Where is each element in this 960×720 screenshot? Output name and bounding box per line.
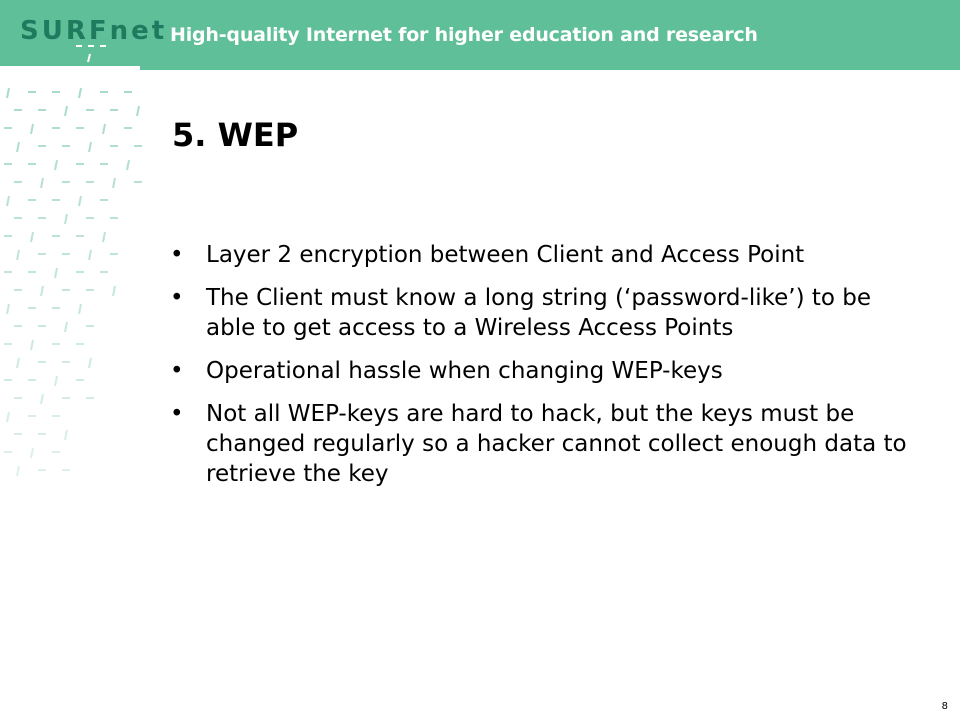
pattern-dash (7, 412, 9, 422)
bullet-item (170, 399, 910, 489)
pattern-dash (55, 376, 57, 386)
bullet-text: Layer 2 encryption between Client and Access Point (206, 242, 805, 268)
bullet-dot: • (170, 401, 184, 427)
bullet-item (170, 356, 910, 386)
decorative-pattern (0, 84, 145, 484)
bullet-item (170, 283, 910, 343)
pattern-dash (31, 340, 33, 350)
pattern-dash (79, 304, 81, 314)
pattern-dash (65, 106, 67, 116)
pattern-dash (31, 232, 33, 242)
pattern-dash (31, 124, 33, 134)
pattern-dash (7, 304, 9, 314)
pattern-dash (7, 196, 9, 206)
pattern-dash (17, 250, 19, 260)
header-banner (0, 0, 960, 70)
pattern-dash (79, 88, 81, 98)
surfnet-logo: SURFnet (20, 16, 168, 46)
pattern-dash (89, 250, 91, 260)
pattern-dash (41, 286, 43, 296)
pattern-dash (31, 448, 33, 458)
pattern-dash (17, 358, 19, 368)
bullet-text: Not all WEP-keys are hard to hack, but the keys must be changed regularly so a hacker cannot collect enough data to retrieve the key (206, 401, 907, 487)
pattern-dash (89, 142, 91, 152)
pattern-dash (89, 358, 91, 368)
bullet-text: The Client must know a long string (‘password-like’) to be able to get access to a Wireless Access Points (206, 285, 872, 341)
pattern-dash (65, 322, 67, 332)
pattern-dash (127, 160, 129, 170)
pattern-dash (137, 106, 139, 116)
pattern-dash (17, 466, 19, 476)
bullet-list (170, 240, 910, 502)
pattern-dash (113, 178, 115, 188)
pattern-dash (103, 232, 105, 242)
pattern-dash (41, 178, 43, 188)
bullet-dot: • (170, 285, 184, 311)
slide-title: 5. WEP (172, 116, 299, 154)
pattern-dash (65, 430, 67, 440)
bullet-item (170, 240, 910, 270)
bullet-dot: • (170, 242, 184, 268)
bullet-text: Operational hassle when changing WEP-keys (206, 358, 723, 384)
page-number: 8 (941, 701, 948, 712)
pattern-dash (55, 160, 57, 170)
header-tagline: High-quality Internet for higher education and research (170, 24, 758, 46)
pattern-dash (55, 268, 57, 278)
pattern-dash (103, 124, 105, 134)
pattern-dash (65, 214, 67, 224)
pattern-dash (17, 142, 19, 152)
pattern-dash (7, 88, 9, 98)
pattern-dash (113, 286, 115, 296)
pattern-dash (79, 196, 81, 206)
pattern-dash (41, 394, 43, 404)
logo-marks-icon (70, 40, 130, 80)
bullet-dot: • (170, 358, 184, 384)
